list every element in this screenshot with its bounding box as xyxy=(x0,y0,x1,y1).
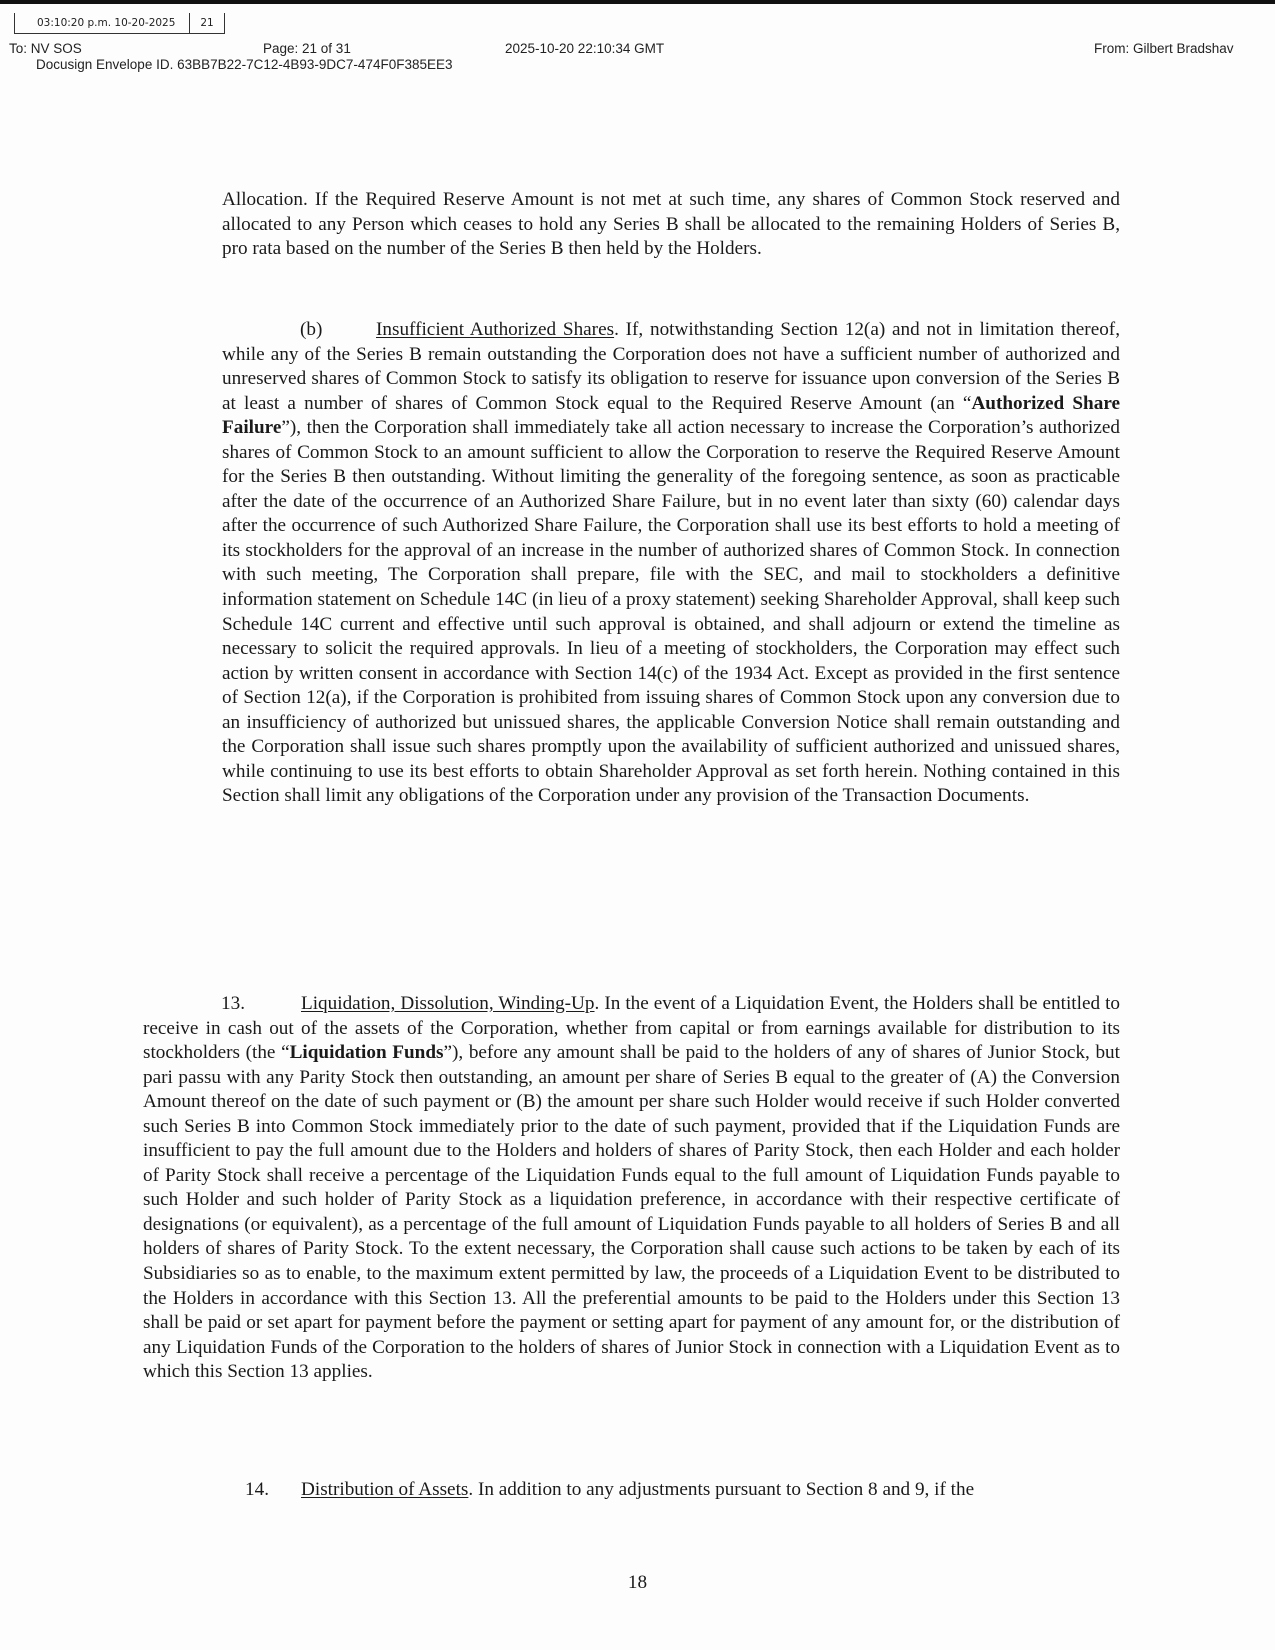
section-14 xyxy=(143,1478,1120,1503)
section-12b-text-2: ”), then the Corporation shall immediately take all action necessary to increase the Corporation’s authorized shares of Common Stock to an amount sufficient to allow the Corporation to reserve the Required Reserve Amount for the Series B then outstanding. Without limiting the generality of the foregoing sentence, as soon as practicable after the date of the occurrence of an Authorized Share Failure, but in no event later than sixty (60) calendar days after the occurrence of such Authorized Share Failure, the Corporation shall use its best efforts to hold a meeting of its stockholders for the approval of an increase in the number of authorized shares of Common Stock. In connection with such meeting, The Corporation shall prepare, file with the SEC, and mail to stockholders a definitive information statement on Schedule 14C (in lieu of a proxy statement) seeking Shareholder Approval, shall keep such Schedule 14C current and effective until such approval is obtained, and shall adjourn or extend the timeline as necessary to solicit the required approvals. In lieu of a meeting of stockholders, the Corporation may effect such action by written consent in accordance with Section 14(c) of the 1934 Act. Except as provided in the first sentence of Section 12(a), if the Corporation is prohibited from issuing shares of Common Stock upon any conversion due to an insufficiency of authorized but unissued shares, the applicable Conversion Notice shall remain outstanding and the Corporation shall issue such shares promptly upon the availability of sufficient authorized and unissued shares, while continuing to use its best efforts to obtain Shareholder Approval as set forth herein. Nothing contained in this Section shall limit any obligations of the Corporation under any provision of the Transaction Documents. xyxy=(222,417,1120,807)
section-14-paragraph xyxy=(143,1478,1120,1503)
section-14-number: 14. xyxy=(245,1479,269,1500)
fax-stamp-timestamp: 03:10:20 p.m. 10-20-2025 xyxy=(37,17,176,29)
section-12b-heading: Insufficient Authorized Shares xyxy=(376,319,615,340)
fax-sent-time: 2025-10-20 22:10:34 GMT xyxy=(505,41,665,56)
fax-from: From: Gilbert Bradshav xyxy=(1094,41,1234,56)
section-12b-paragraph xyxy=(222,318,1120,809)
fax-page-count: Page: 21 of 31 xyxy=(263,41,351,56)
section-13 xyxy=(143,992,1120,1385)
docusign-envelope-id: Docusign Envelope ID. 63BB7B22-7C12-4B93-9DC7-474F0F385EE3 xyxy=(36,57,453,72)
section-14-heading: Distribution of Assets xyxy=(301,1479,469,1500)
paragraph-text: Allocation. If the Required Reserve Amount is not met at such time, any shares of Common Stock reserved and allocated to any Person which ceases to hold any Series B shall be allocated to the remaining Holders of Series B, pro rata based on the number of the Series B then held by the Holders. xyxy=(222,189,1120,260)
section-12b-label: (b) xyxy=(300,319,323,340)
defined-term-liquidation-funds: Liquidation Funds xyxy=(289,1042,444,1064)
section-13-number: 13. xyxy=(221,993,245,1014)
section-13-paragraph xyxy=(143,992,1120,1385)
section-13-text-2: ”), before any amount shall be paid to the holders of any of shares of Junior Stock, but pari passu with any Parity Stock then outstanding, an amount per share of Series B equal to the greater of (A) the Conversion Amount thereof on the date of such payment or (B) the amount per share such Holder would receive if such Holder converted such Series B into Common Stock immediately prior to the date of such payment, provided that if the Liquidation Funds are insufficient to pay the full amount due to the Holders and holders of shares of Parity Stock, then each Holder and each holder of Parity Stock shall receive a percentage of the Liquidation Funds equal to the full amount of Liquidation Funds payable to such Holder and such holder of Parity Stock as a liquidation preference, in accordance with their respective certificate of designations (or equivalent), as a percentage of the full amount of Liquidation Funds payable to all holders of Series B and all holders of shares of Parity Stock. To the extent necessary, the Corporation shall cause such actions to be taken by each of its Subsidiaries so as to enable, to the maximum extent permitted by law, the proceeds of a Liquidation Event to be distributed to the Holders in accordance with this Section 13. All the preferential amounts to be paid to the Holders under this Section 13 shall be paid or set apart for payment before the payment or setting apart for payment of any amount for, or the distribution of any Liquidation Funds of the Corporation to the holders of shares of Junior Stock in connection with a Liquidation Event as to which this Section 13 applies. xyxy=(143,1042,1120,1383)
continuation-paragraph xyxy=(222,188,1120,262)
page-number: 18 xyxy=(627,1572,648,1593)
section-12b xyxy=(222,318,1120,809)
fax-stamp-box xyxy=(14,13,225,34)
section-14-text-1: . In addition to any adjustments pursuant to Section 8 and 9, if the xyxy=(468,1479,975,1500)
scan-top-border xyxy=(0,0,1275,4)
fax-stamp-page: 21 xyxy=(189,13,224,33)
fax-to: To: NV SOS xyxy=(9,41,82,56)
section-12b-text-1: . If, notwithstanding Section 12(a) and not in limitation thereof, while any of the Series B remain outstanding the Corporation does not have a sufficient number of authorized and unreserved shares of Common Stock to satisfy its obligation to reserve for issuance upon conversion of the Series B at least a number of shares of Common Stock equal to the Required Reserve Amount (an “ xyxy=(222,319,1120,414)
section-13-heading: Liquidation, Dissolution, Winding-Up xyxy=(301,993,595,1014)
section-13-text-1: . In the event of a Liquidation Event, the Holders shall be entitled to receive in cash out of the assets of the Corporation, whether from capital or from earnings available for distribution to its stockholders (the “ xyxy=(143,993,1120,1064)
defined-term-authorized-share-failure: Authorized Share Failure xyxy=(222,392,1121,439)
